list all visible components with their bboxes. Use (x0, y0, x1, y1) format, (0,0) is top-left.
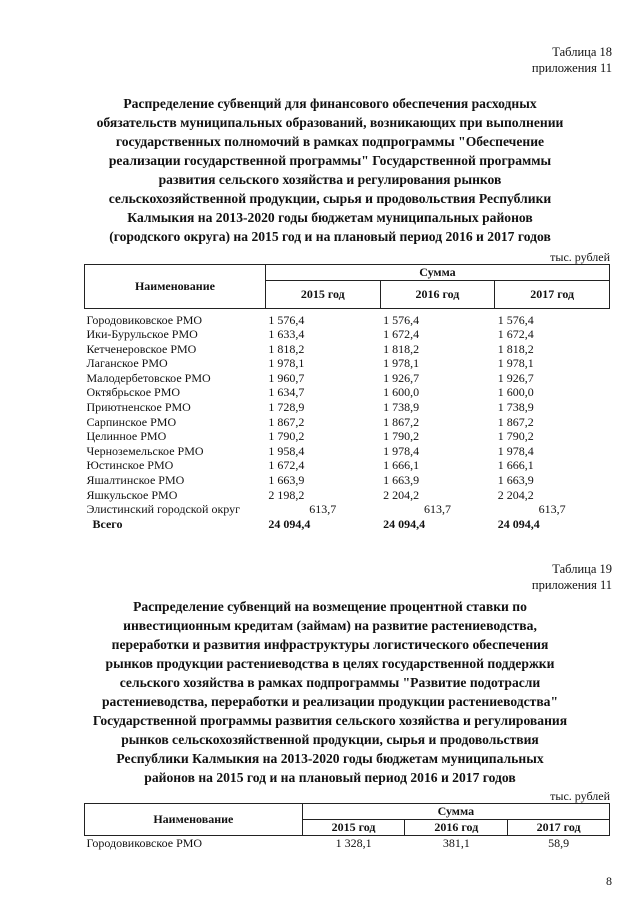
table-row: Кетченеровское РМО 1 818,2 1 818,2 1 818,2 (86, 341, 534, 356)
table-row: Малодербетовское РМО 1 960,7 1 926,7 1 926,7 (86, 370, 534, 385)
table18-caption-appendix: приложения 11 (531, 61, 612, 75)
table-row: Юстинское РМО 1 672,4 1 666,1 1 666,1 (86, 458, 534, 473)
header-sum: Сумма (302, 804, 609, 820)
table-row: Целинное РМО 1 790,2 1 790,2 1 790,2 (86, 429, 534, 444)
title-line: сельского хозяйства в рамках подпрограммы "Развитие подотрасли (119, 675, 541, 690)
title-line: развития сельского хозяйства и регулирования рынков (158, 172, 502, 187)
header-name: Наименование (85, 265, 266, 309)
table19-caption-number: Таблица 19 (552, 562, 612, 576)
table-row: Яшалтинское РМО 1 663,9 1 663,9 1 663,9 (86, 473, 534, 488)
table-row: Сарпинское РМО 1 867,2 1 867,2 1 867,2 (86, 414, 534, 429)
title-line: Распределение субвенций на возмещение процентной ставки по (133, 599, 527, 614)
table19-caption (532, 561, 612, 593)
table19 (84, 803, 610, 851)
table18 (84, 264, 610, 531)
table-row: Городовиковское РМО 1 328,1 381,1 58,9 (86, 836, 570, 850)
title-line: рынков сельскохозяйственной продукции, сырья и продовольствия (121, 732, 539, 747)
header-2016: 2016 год (405, 820, 508, 836)
table18-caption (532, 44, 612, 76)
title-line: сельскохозяйственной продукции, сырья и продовольствия Республики (108, 191, 552, 206)
table-row: Черноземельское РМО 1 958,4 1 978,4 1 978,4 (86, 443, 534, 458)
title-line: районов на 2015 год и на плановый период 2016 и 2017 годов (144, 770, 516, 785)
title-line: растениеводства, переработки и реализации продукции растениеводства" (101, 694, 559, 709)
title-line: переработки и развития инфраструктуры логистического обеспечения (111, 637, 549, 652)
table-row: Элистинский городской округ 613,7 613,7 613,7 (86, 502, 566, 517)
table19-title (60, 597, 600, 787)
title-line: рынков продукции растениеводства в целях государственной поддержки (105, 656, 555, 671)
title-line: Республики Калмыкия на 2013-2020 годы бюджетам муниципальных (116, 751, 544, 766)
table-row: Городовиковское РМО 1 576,4 1 576,4 1 576,4 (86, 312, 534, 327)
header-name: Наименование (85, 804, 303, 836)
table18-caption-number: Таблица 18 (552, 45, 612, 59)
header-sum: Сумма (265, 265, 609, 281)
table18-units: тыс. рублей (550, 250, 610, 264)
title-line: Распределение субвенций для финансового обеспечения расходных (123, 96, 537, 111)
table19-units: тыс. рублей (550, 789, 610, 803)
header-2015: 2015 год (302, 820, 405, 836)
header-2016: 2016 год (380, 281, 495, 309)
table-total-row: Всего 24 094,4 24 094,4 24 094,4 (92, 516, 540, 531)
table19-caption-appendix: приложения 11 (531, 578, 612, 592)
header-2015: 2015 год (265, 281, 380, 309)
table-row: Ики-Бурульское РМО 1 633,4 1 672,4 1 672,4 (86, 327, 534, 342)
table-row: Лаганское РМО 1 978,1 1 978,1 1 978,1 (86, 356, 534, 371)
title-line: обязательств муниципальных образований, возникающих при выполнении (96, 115, 564, 130)
table18-title (60, 94, 600, 246)
header-2017: 2017 год (508, 820, 610, 836)
table-row: Приютненское РМО 1 728,9 1 738,9 1 738,9 (86, 400, 534, 415)
table-row: Яшкульское РМО 2 198,2 2 204,2 2 204,2 (86, 487, 534, 502)
header-2017: 2017 год (495, 281, 610, 309)
title-line: инвестиционным кредитам (займам) на развитие растениеводства, (123, 618, 537, 633)
title-line: реализации государственной программы" Государственной программы (108, 153, 552, 168)
title-line: государственных полномочий в рамках подпрограммы "Обеспечение (115, 134, 545, 149)
title-line: Государственной программы развития сельского хозяйства и регулирования (92, 713, 568, 728)
title-line: (городского округа) на 2015 год и на плановый период 2016 и 2017 годов (109, 229, 551, 244)
page-number: 8 (606, 874, 612, 888)
table-row: Октябрьское РМО 1 634,7 1 600,0 1 600,0 (86, 385, 534, 400)
title-line: Калмыкия на 2013-2020 годы бюджетам муниципальных районов (127, 210, 533, 225)
